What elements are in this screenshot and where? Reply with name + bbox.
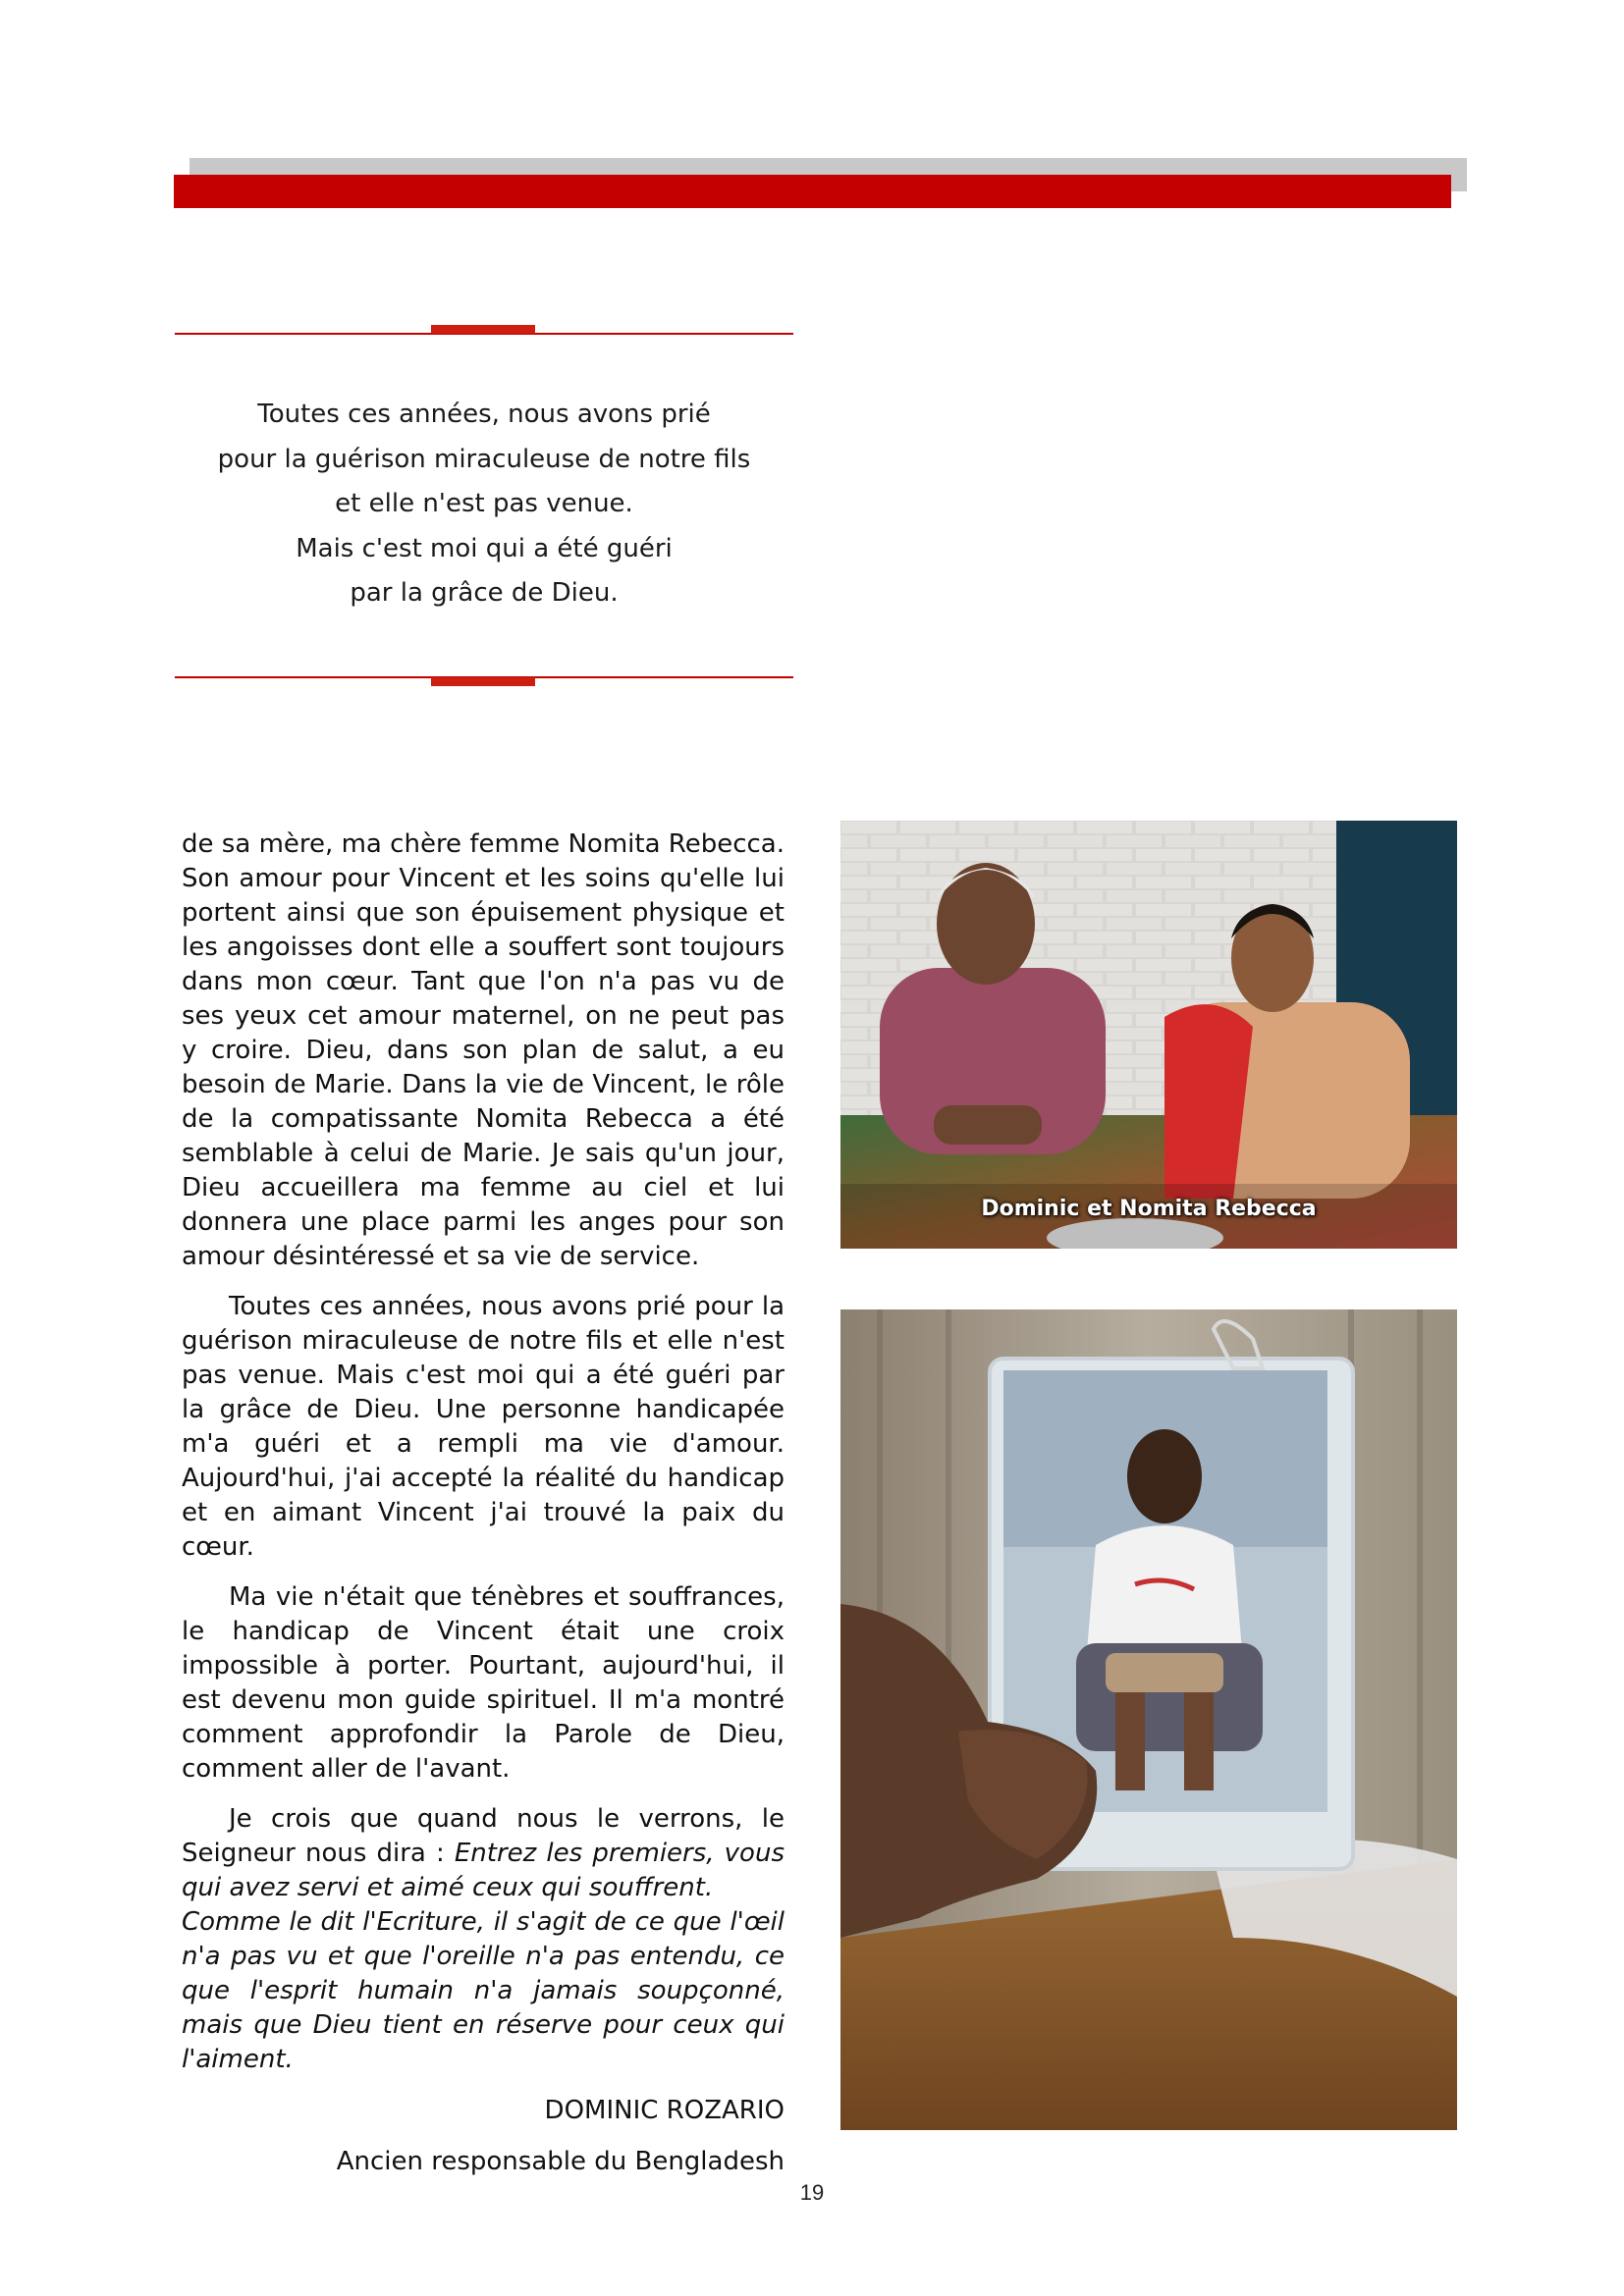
pull-quote-bottom-mark bbox=[431, 677, 535, 686]
pull-quote-line: Mais c'est moi qui a été guéri bbox=[296, 533, 673, 563]
pull-quote-line: pour la guérison miraculeuse de notre fils bbox=[217, 444, 751, 474]
signature-name: DOMINIC ROZARIO bbox=[544, 2096, 785, 2125]
article-paragraph: Ma vie n'était que ténèbres et souffrances, le handicap de Vincent était une croix impossible à porter. Pourtant, aujourd'hui, il est devenu mon guide spirituel. Il m'a montré comment approfondir la Parole de Dieu, comment aller de l'avant. bbox=[182, 1582, 785, 1784]
page-number: 19 bbox=[799, 2180, 825, 2205]
article-scripture-quote: Comme le dit l'Ecriture, il s'agit de ce que l'œil n'a pas vu et que l'oreille n'a pas entendu, ce que l'esprit humain n'a jamais soupçonné, mais que Dieu tient en réserve pour ceux qui l'aiment. bbox=[182, 1907, 785, 2074]
photo-son bbox=[840, 1309, 1457, 2130]
article-paragraph: Toutes ces années, nous avons prié pour la guérison miraculeuse de notre fils et elle n'est pas venue. Mais c'est moi qui a été guéri par la grâce de Dieu. Une personne handicapée m'a guéri et a rempli ma vie d'amour. Aujourd'hui, j'ai accepté la réalité du handicap et en aimant Vincent j'ai trouvé la paix du cœur. bbox=[182, 1292, 785, 1562]
photo-son-image bbox=[840, 1309, 1457, 2130]
article-quote-italic: Entrez les premiers, vous qui avez servi et aimé ceux qui souffrent. bbox=[182, 1839, 785, 1902]
pull-quote-top-mark bbox=[431, 325, 535, 334]
photo-couple bbox=[840, 821, 1457, 1249]
photo-couple-caption: Dominic et Nomita Rebecca bbox=[981, 1197, 1317, 1221]
pull-quote-line: par la grâce de Dieu. bbox=[350, 578, 619, 608]
header-red-bar bbox=[174, 175, 1451, 208]
pull-quote-line: et elle n'est pas venue. bbox=[335, 489, 633, 518]
signature-title: Ancien responsable du Bengladesh bbox=[336, 2147, 785, 2176]
article-paragraph: de sa mère, ma chère femme Nomita Rebecca. Son amour pour Vincent et les soins qu'elle lui portent ainsi que son épuisement physique et les angoisses dont elle a souffert sont toujours dans mon cœur. Tant que l'on n'a pas vu de ses yeux cet amour maternel, on ne peut pas y croire. Dieu, dans son plan de salut, a eu besoin de Marie. Dans la vie de Vincent, le rôle de la compatissante Nomita Rebecca a été semblable à celui de Marie. Je sais qu'un jour, Dieu accueillera ma femme au ciel et lui donnera une place parmi les anges pour son amour désintéressé et sa vie de service. bbox=[182, 829, 785, 1271]
pull-quote bbox=[175, 393, 793, 616]
article-paragraph bbox=[182, 1802, 785, 1905]
photo-couple-image bbox=[840, 821, 1457, 1249]
pull-quote-line: Toutes ces années, nous avons prié bbox=[257, 400, 711, 429]
article-body bbox=[182, 828, 785, 2195]
article-text: Je crois que quand nous le verrons, le Seigneur nous dira : bbox=[182, 1804, 785, 1868]
